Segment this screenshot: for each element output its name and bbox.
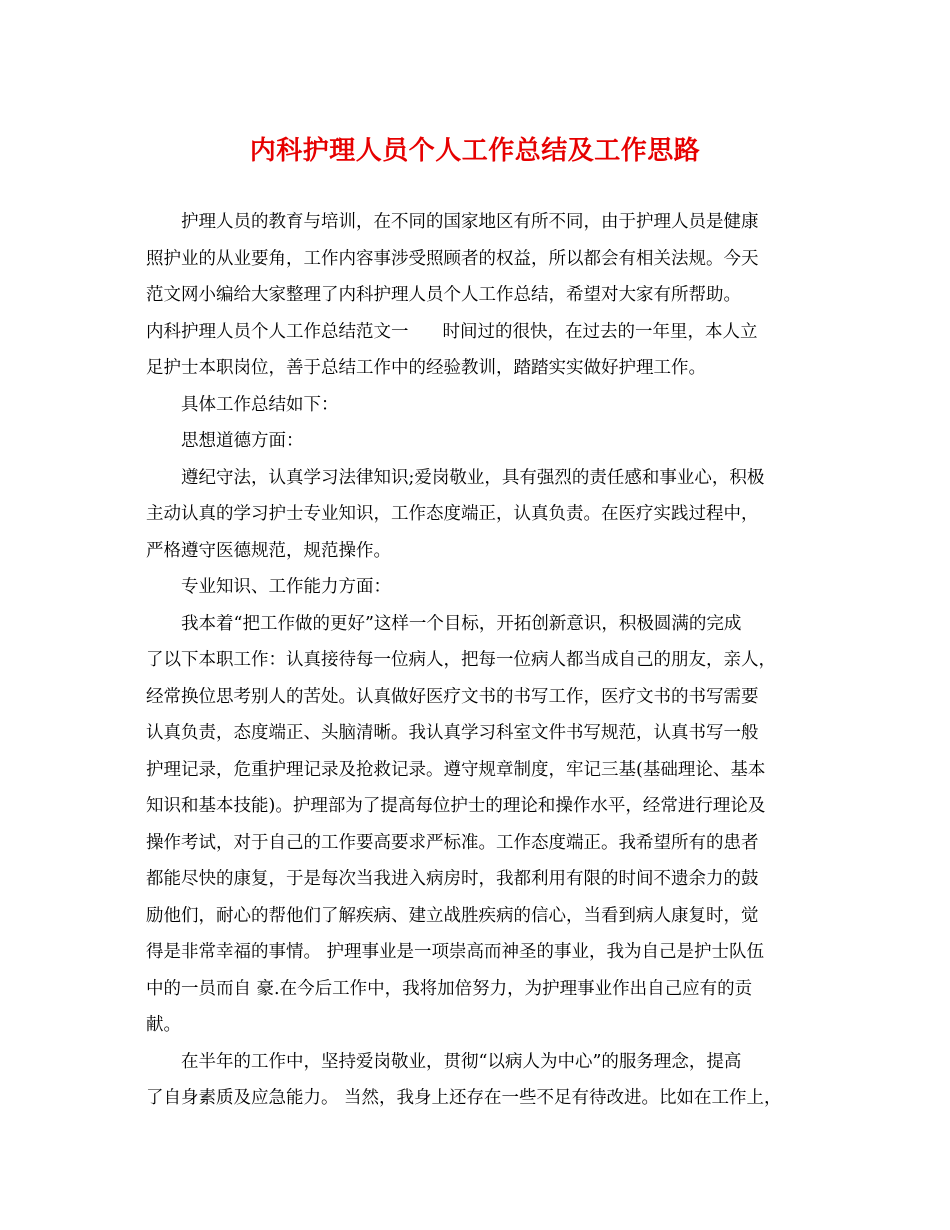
text-line: 得是非常幸福的事情。 护理事业是一项崇高而神圣的事业，我为自己是护士队伍 xyxy=(146,942,765,962)
text-line: 范文网小编给大家整理了内科护理人员个人工作总结，希望对大家有所帮助。 xyxy=(146,285,741,305)
text-line: 具体工作总结如下： xyxy=(181,394,339,415)
text-line: 足护士本职岗位，善于总结工作中的经验教训，踏踏实实做好护理工作。 xyxy=(146,358,706,378)
text-line: 我本着“把工作做的更好”这样一个目标，开拓创新意识，积极圆满的完成 xyxy=(181,613,742,634)
text-line: 护理记录，危重护理记录及抢救记录。遵守规章制度，牢记三基(基础理论、基本 xyxy=(146,759,766,780)
text-line: 经常换位思考别人的苦处。认真做好医疗文书的书写工作，医疗文书的书写需要 xyxy=(146,686,759,707)
text-line: 照护业的从业要角，工作内容事涉受照顾者的权益，所以都会有相关法规。今天 xyxy=(146,248,759,269)
text-line: 护理人员的教育与培训，在不同的国家地区有所不同，由于护理人员是健康 xyxy=(181,212,759,232)
text-line-with-heading xyxy=(146,314,826,351)
text-line: 操作考试，对于自己的工作要高要求严标准。工作态度端正。我希望所有的患者 xyxy=(146,832,759,853)
text-line: 了自身素质及应急能力。 当然，我身上还存在一些不足有待改进。比如在工作上， xyxy=(146,1088,782,1108)
text-line: 思想道德方面： xyxy=(181,431,304,451)
text-line: 都能尽快的康复，于是每次当我进入病房时，我都利用有限的时间不遗余力的鼓 xyxy=(146,869,759,889)
text-line: 了以下本职工作：认真接待每一位病人，把每一位病人都当成自己的朋友，亲人， xyxy=(146,650,776,670)
text-segment: 时间过的很快，在过去的一年里，本人立 xyxy=(442,321,758,342)
document-title: 内科护理人员个人工作总结及工作思路 xyxy=(249,136,701,166)
document-body xyxy=(146,204,826,1117)
text-line: 认真负责，态度端正、头脑清晰。我认真学习科室文件书写规范，认真书写一般 xyxy=(146,723,759,743)
text-line: 中的一员而自 豪.在今后工作中，我将加倍努力，为护理事业作出自己应有的贡 xyxy=(146,978,753,999)
text-line: 遵纪守法，认真学习法律知识;爱岗敬业，具有强烈的责任感和事业心，积极 xyxy=(181,467,765,488)
text-line: 知识和基本技能)。护理部为了提高每位护士的理论和操作水平，经常进行理论及 xyxy=(146,796,766,816)
text-line: 励他们，耐心的帮他们了解疾病、建立战胜疾病的信心，当看到病人康复时，觉 xyxy=(146,905,759,926)
text-line: 严格遵守医德规范，规范操作。 xyxy=(146,540,391,561)
text-line: 专业知识、工作能力方面： xyxy=(181,577,391,597)
text-line: 主动认真的学习护士专业知识，工作态度端正，认真负责。在医疗实践过程中， xyxy=(146,504,759,524)
section-heading-example-one: 内科护理人员个人工作总结范文一 xyxy=(146,321,409,342)
text-line: 在半年的工作中，坚持爱岗敬业，贯彻“以病人为中心”的服务理念，提高 xyxy=(181,1051,742,1072)
text-line: 献。 xyxy=(146,1015,181,1035)
